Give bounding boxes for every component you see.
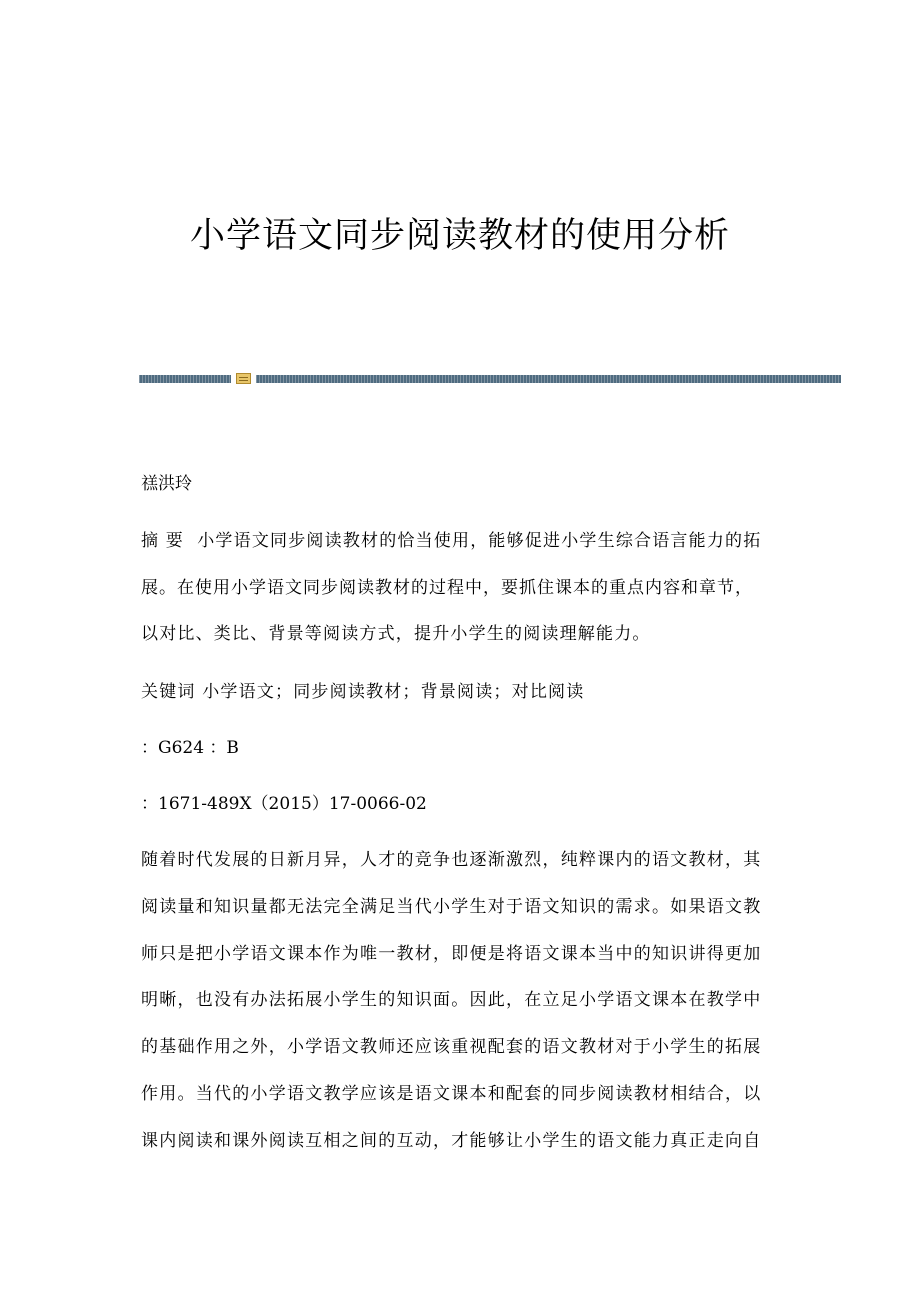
paper-title: 小学语文同步阅读教材的使用分析 [189, 216, 730, 256]
body-line-2: 阅读量和知识量都无法完全满足当代小学生对于语文知识的需求。如果语文教 [141, 897, 762, 917]
abstract-text-1: 小学语文同步阅读教材的恰当使用，能够促进小学生综合语言能力的拓 [197, 531, 762, 551]
divider-emblem-icon [236, 373, 251, 384]
abstract-line-3: 以对比、类比、背景等阅读方式，提升小学生的阅读理解能力。 [141, 624, 651, 644]
body-line-1: 随着时代发展的日新月异，人才的竞争也逐渐激烈，纯粹课内的语文教材，其 [141, 850, 762, 870]
abstract-line-1 [141, 529, 761, 553]
title-divider-left [139, 375, 231, 383]
abstract-label: 摘 要 [141, 531, 185, 551]
body-line-4: 明晰，也没有办法拓展小学生的知识面。因此，在立足小学语文课本在教学中 [141, 990, 762, 1010]
abstract-line-2: 展。在使用小学语文同步阅读教材的过程中，要抓住课本的重点内容和章节， [141, 578, 753, 598]
body-line-3: 师只是把小学语文课本作为唯一教材，即便是将语文课本当中的知识讲得更加 [141, 944, 762, 964]
body-line-5: 的基础作用之外，小学语文教师还应该重视配套的语文教材对于小学生的拓展 [141, 1037, 762, 1057]
body-line-6: 作用。当代的小学语文教学应该是语文课本和配套的同步阅读教材相结合，以 [141, 1084, 762, 1104]
keywords-line [141, 680, 584, 704]
body-line-7: 课内阅读和课外阅读互相之间的互动，才能够让小学生的语文能力真正走向自 [141, 1131, 762, 1151]
keywords-text: 小学语文；同步阅读教材；背景阅读；对比阅读 [202, 682, 585, 702]
keywords-label: 关键词 [141, 682, 196, 702]
title-divider-right [256, 375, 841, 383]
classification-number: ：G624 ：B [141, 738, 239, 758]
author-name: 禚洪玲 [141, 474, 192, 494]
document-number: ：1671-489X（2015）17-0066-02 [141, 794, 427, 814]
